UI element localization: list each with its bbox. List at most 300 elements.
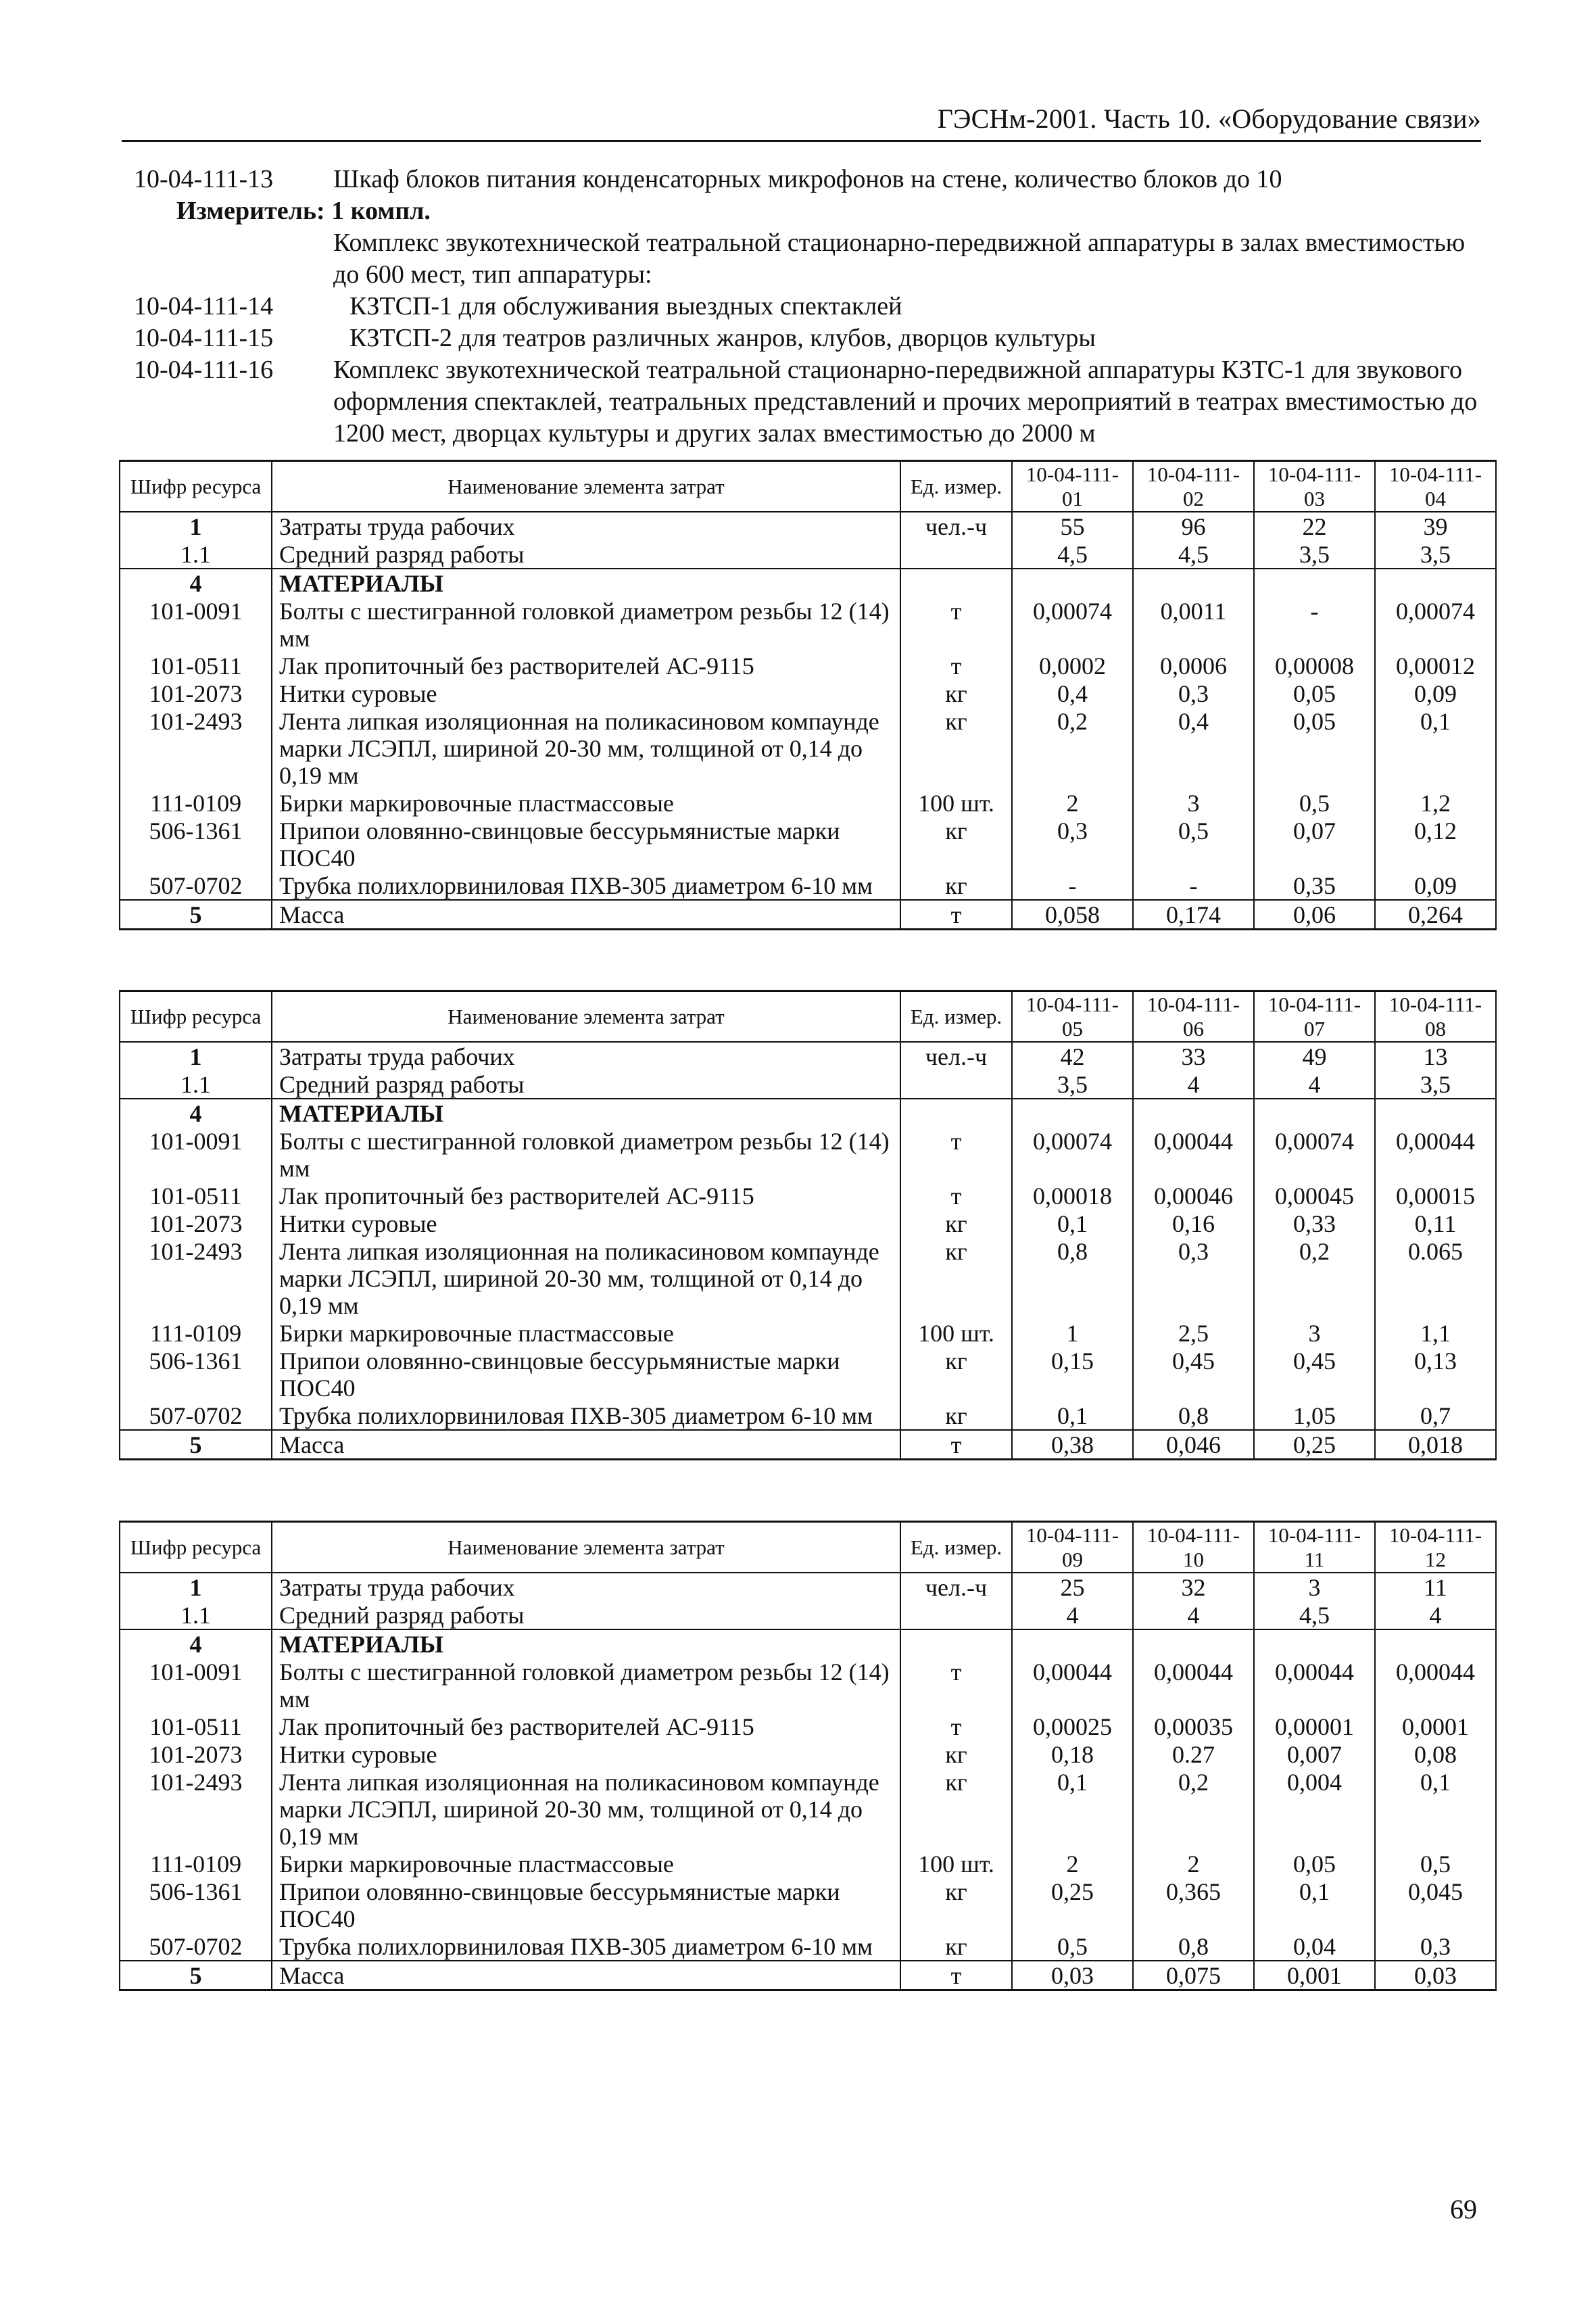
norm-value: 0,38 xyxy=(1012,1430,1133,1460)
resource-name: Лента липкая изоляционная на поликасиновом компаунде марки ЛСЭПЛ, шириной 20-30 мм, толщиной от 0,14 до 0,19 мм xyxy=(272,1237,900,1319)
norm-value: 0,25 xyxy=(1254,1430,1375,1460)
norm-table-1 xyxy=(119,460,1497,930)
norm-value: 0,1 xyxy=(1375,1768,1496,1850)
norm-value: 0,12 xyxy=(1375,817,1496,872)
resource-name: Масса xyxy=(272,1961,900,1990)
unit-of-measure: кг xyxy=(900,1402,1012,1430)
norm-value: 0,00044 xyxy=(1375,1658,1496,1713)
resource-code: 1 xyxy=(120,1573,272,1601)
norm-description: Шкаф блоков питания конденсаторных микрофонов на стене, количество блоков до 10 xyxy=(333,165,1282,193)
norm-value: 0,09 xyxy=(1375,679,1496,707)
column-header-name: Наименование элемента затрат xyxy=(272,1522,900,1573)
norm-value: 0,00074 xyxy=(1254,1127,1375,1182)
column-header-code: Шифр ресурса xyxy=(120,461,272,512)
resource-name: Припои оловянно-свинцовые бессурьмянистые марки ПОС40 xyxy=(272,1878,900,1932)
resource-name: Затраты труда рабочих xyxy=(272,1042,900,1070)
norm-value: 0,0011 xyxy=(1133,597,1254,652)
unit-of-measure: кг xyxy=(900,1932,1012,1961)
norm-value: 0,7 xyxy=(1375,1402,1496,1430)
norm-description: КЗТСП-2 для театров различных жанров, клубов, дворцов культуры xyxy=(349,324,1096,352)
resource-code: 1.1 xyxy=(120,1070,272,1099)
norm-value: 55 xyxy=(1012,512,1133,540)
norm-value: 0,04 xyxy=(1254,1932,1375,1961)
resource-name: Средний разряд работы xyxy=(272,1601,900,1629)
unit-of-measure: т xyxy=(900,1127,1012,1182)
norm-value: 0,3 xyxy=(1012,817,1133,872)
norm-value: 4 xyxy=(1012,1601,1133,1629)
column-header-name: Наименование элемента затрат xyxy=(272,991,900,1043)
norm-value: 49 xyxy=(1254,1042,1375,1070)
norm-value: 0,3 xyxy=(1133,1237,1254,1319)
resource-code: 507-0702 xyxy=(120,1932,272,1961)
table-row xyxy=(120,789,1496,817)
norm-value: 0,00008 xyxy=(1254,652,1375,679)
resource-name: Средний разряд работы xyxy=(272,1070,900,1099)
resource-code: 506-1361 xyxy=(120,817,272,872)
unit-of-measure: кг xyxy=(900,1878,1012,1932)
resource-code: 1 xyxy=(120,512,272,540)
norm-value: 0,5 xyxy=(1012,1932,1133,1961)
intro-block xyxy=(134,164,1479,450)
norm-value: 0,00015 xyxy=(1375,1182,1496,1210)
resource-name: Лента липкая изоляционная на поликасиновом компаунде марки ЛСЭПЛ, шириной 20-30 мм, толщиной от 0,14 до 0,19 мм xyxy=(272,1768,900,1850)
unit-of-measure: т xyxy=(900,652,1012,679)
table-row xyxy=(120,1850,1496,1878)
resource-code: 5 xyxy=(120,1430,272,1460)
intro-row-16 xyxy=(134,354,1479,450)
unit-of-measure xyxy=(900,1601,1012,1629)
norm-value: 0.27 xyxy=(1133,1740,1254,1768)
table-row xyxy=(120,1402,1496,1430)
resource-name: Болты с шестигранной головкой диаметром резьбы 12 (14) мм xyxy=(272,597,900,652)
resource-code: 1 xyxy=(120,1042,272,1070)
norm-value: 3 xyxy=(1133,789,1254,817)
running-header: ГЭСНм-2001. Часть 10. «Оборудование связи» xyxy=(937,103,1481,134)
norm-value: 0,058 xyxy=(1012,900,1133,930)
resource-code: 101-0091 xyxy=(120,1127,272,1182)
norm-value: 2 xyxy=(1012,789,1133,817)
norm-value: 0,8 xyxy=(1133,1402,1254,1430)
norm-value: 0,15 xyxy=(1012,1347,1133,1402)
table-row xyxy=(120,1932,1496,1961)
resource-code: 4 xyxy=(120,1629,272,1658)
unit-of-measure: т xyxy=(900,1658,1012,1713)
table-row xyxy=(120,1319,1496,1347)
column-header-norm: 10-04-111-04 xyxy=(1375,461,1496,512)
norm-value: 0,4 xyxy=(1133,707,1254,789)
norm-value: 0,018 xyxy=(1375,1430,1496,1460)
norm-value: 2 xyxy=(1133,1850,1254,1878)
resource-code: 101-0091 xyxy=(120,597,272,652)
norm-value: 0,05 xyxy=(1254,707,1375,789)
norm-value: 0,2 xyxy=(1012,707,1133,789)
table-row xyxy=(120,1601,1496,1629)
norm-value xyxy=(1254,569,1375,597)
norm-value xyxy=(1375,1099,1496,1127)
norm-value: 3,5 xyxy=(1254,540,1375,569)
column-header-norm: 10-04-111-09 xyxy=(1012,1522,1133,1573)
norm-value: 1,1 xyxy=(1375,1319,1496,1347)
resource-name: МАТЕРИАЛЫ xyxy=(272,1099,900,1127)
resource-name: Масса xyxy=(272,1430,900,1460)
norm-value xyxy=(1254,1629,1375,1658)
resource-code: 101-2073 xyxy=(120,1210,272,1237)
norm-value: 25 xyxy=(1012,1573,1133,1601)
norm-value: 0,00018 xyxy=(1012,1182,1133,1210)
norm-value: 0,5 xyxy=(1133,817,1254,872)
norm-value: 32 xyxy=(1133,1573,1254,1601)
table-row xyxy=(120,1099,1496,1127)
table-row xyxy=(120,872,1496,900)
norm-value: 1,2 xyxy=(1375,789,1496,817)
table-header-row xyxy=(120,991,1496,1043)
norm-value: 0,11 xyxy=(1375,1210,1496,1237)
norm-value xyxy=(1375,569,1496,597)
resource-name: Нитки суровые xyxy=(272,679,900,707)
resource-code: 1.1 xyxy=(120,1601,272,1629)
norm-value: - xyxy=(1133,872,1254,900)
resource-name: Затраты труда рабочих xyxy=(272,1573,900,1601)
norm-value: 0,1 xyxy=(1012,1402,1133,1430)
resource-name: Болты с шестигранной головкой диаметром резьбы 12 (14) мм xyxy=(272,1127,900,1182)
resource-code: 101-2493 xyxy=(120,707,272,789)
unit-of-measure: кг xyxy=(900,1740,1012,1768)
unit-of-measure: т xyxy=(900,597,1012,652)
column-header-norm: 10-04-111-12 xyxy=(1375,1522,1496,1573)
unit-of-measure: кг xyxy=(900,1210,1012,1237)
norm-value: 39 xyxy=(1375,512,1496,540)
resource-name: Масса xyxy=(272,900,900,930)
norm-value: 2,5 xyxy=(1133,1319,1254,1347)
norm-code: 10-04-111-15 xyxy=(134,324,274,352)
unit-of-measure xyxy=(900,1070,1012,1099)
resource-code: 101-0511 xyxy=(120,1713,272,1740)
table-row xyxy=(120,1658,1496,1713)
column-header-unit: Ед. измер. xyxy=(900,1522,1012,1573)
norm-value: 1 xyxy=(1012,1319,1133,1347)
norm-value: 0,174 xyxy=(1133,900,1254,930)
norm-value xyxy=(1375,1629,1496,1658)
norm-value: 0,09 xyxy=(1375,872,1496,900)
resource-code: 111-0109 xyxy=(120,1850,272,1878)
resource-code: 507-0702 xyxy=(120,872,272,900)
norm-value xyxy=(1133,569,1254,597)
norm-value: 0,33 xyxy=(1254,1210,1375,1237)
norm-value: 0,046 xyxy=(1133,1430,1254,1460)
norm-value: 0,2 xyxy=(1133,1768,1254,1850)
norm-value: 0,075 xyxy=(1133,1961,1254,1990)
norm-value: - xyxy=(1012,872,1133,900)
resource-name: Бирки маркировочные пластмассовые xyxy=(272,789,900,817)
norm-value: 3,5 xyxy=(1375,540,1496,569)
table-row xyxy=(120,707,1496,789)
norm-value: 0,18 xyxy=(1012,1740,1133,1768)
table-row xyxy=(120,1042,1496,1070)
norm-value: 96 xyxy=(1133,512,1254,540)
meter-unit: Измеритель: 1 компл. xyxy=(176,197,431,225)
resource-code: 5 xyxy=(120,1961,272,1990)
column-header-unit: Ед. измер. xyxy=(900,461,1012,512)
norm-value: 3,5 xyxy=(1012,1070,1133,1099)
resource-name: МАТЕРИАЛЫ xyxy=(272,569,900,597)
norm-value xyxy=(1254,1099,1375,1127)
norm-value: 3 xyxy=(1254,1573,1375,1601)
table-row xyxy=(120,1629,1496,1658)
norm-value: 1,05 xyxy=(1254,1402,1375,1430)
norm-value: 0,00012 xyxy=(1375,652,1496,679)
resource-code: 4 xyxy=(120,569,272,597)
norm-code: 10-04-111-13 xyxy=(134,165,274,193)
norm-value: 0,00044 xyxy=(1375,1127,1496,1182)
resource-name: Средний разряд работы xyxy=(272,540,900,569)
norm-value: 0,00074 xyxy=(1012,597,1133,652)
table-row xyxy=(120,540,1496,569)
resource-name: Лак пропиточный без растворителей АС-9115 xyxy=(272,652,900,679)
resource-name: Трубка полихлорвиниловая ПХВ-305 диаметром 6-10 мм xyxy=(272,1402,900,1430)
resource-code: 111-0109 xyxy=(120,789,272,817)
unit-of-measure: кг xyxy=(900,817,1012,872)
norm-value: 0,045 xyxy=(1375,1878,1496,1932)
table-row xyxy=(120,569,1496,597)
column-header-norm: 10-04-111-05 xyxy=(1012,991,1133,1043)
norm-value: 4,5 xyxy=(1133,540,1254,569)
unit-of-measure xyxy=(900,540,1012,569)
mass-row xyxy=(120,1961,1496,1990)
column-header-name: Наименование элемента затрат xyxy=(272,461,900,512)
unit-of-measure: кг xyxy=(900,872,1012,900)
unit-of-measure: т xyxy=(900,900,1012,930)
norm-value: 0,1 xyxy=(1012,1768,1133,1850)
table-row xyxy=(120,597,1496,652)
norm-code: 10-04-111-14 xyxy=(134,292,274,320)
resource-name: Болты с шестигранной головкой диаметром резьбы 12 (14) мм xyxy=(272,1658,900,1713)
norm-value: 0,45 xyxy=(1254,1347,1375,1402)
norm-value: 0,264 xyxy=(1375,900,1496,930)
norm-value: 0,00044 xyxy=(1133,1127,1254,1182)
unit-of-measure xyxy=(900,1099,1012,1127)
unit-of-measure xyxy=(900,1629,1012,1658)
norm-value: 0,004 xyxy=(1254,1768,1375,1850)
table-row xyxy=(120,1237,1496,1319)
norm-value: 0,35 xyxy=(1254,872,1375,900)
column-header-norm: 10-04-111-10 xyxy=(1133,1522,1254,1573)
header-rule xyxy=(122,140,1481,142)
norm-value: 0,00045 xyxy=(1254,1182,1375,1210)
unit-of-measure: т xyxy=(900,1182,1012,1210)
norm-value: 22 xyxy=(1254,512,1375,540)
resource-name: Припои оловянно-свинцовые бессурьмянистые марки ПОС40 xyxy=(272,1347,900,1402)
intro-row-13 xyxy=(134,164,1479,195)
resource-code: 101-2073 xyxy=(120,679,272,707)
norm-value: 0,00046 xyxy=(1133,1182,1254,1210)
table-row xyxy=(120,1713,1496,1740)
resource-code: 101-2493 xyxy=(120,1768,272,1850)
norm-value: 3 xyxy=(1254,1319,1375,1347)
unit-of-measure: т xyxy=(900,1430,1012,1460)
resource-name: Бирки маркировочные пластмассовые xyxy=(272,1319,900,1347)
resource-code: 507-0702 xyxy=(120,1402,272,1430)
norm-table-3 xyxy=(119,1521,1497,1991)
unit-of-measure: кг xyxy=(900,1237,1012,1319)
resource-name: Затраты труда рабочих xyxy=(272,512,900,540)
table-row xyxy=(120,1127,1496,1182)
norm-value: 0,13 xyxy=(1375,1347,1496,1402)
unit-of-measure: 100 шт. xyxy=(900,1850,1012,1878)
column-header-norm: 10-04-111-07 xyxy=(1254,991,1375,1043)
norm-value xyxy=(1133,1629,1254,1658)
norm-value: 0,007 xyxy=(1254,1740,1375,1768)
norm-value: 0,001 xyxy=(1254,1961,1375,1990)
norm-value: 0,45 xyxy=(1133,1347,1254,1402)
column-header-norm: 10-04-111-11 xyxy=(1254,1522,1375,1573)
unit-of-measure: чел.-ч xyxy=(900,1042,1012,1070)
column-header-norm: 10-04-111-02 xyxy=(1133,461,1254,512)
norm-value: 0,4 xyxy=(1012,679,1133,707)
resource-code: 506-1361 xyxy=(120,1347,272,1402)
norm-value: 0,00044 xyxy=(1133,1658,1254,1713)
column-header-norm: 10-04-111-08 xyxy=(1375,991,1496,1043)
table-row xyxy=(120,1210,1496,1237)
table-row xyxy=(120,1768,1496,1850)
norm-value: - xyxy=(1254,597,1375,652)
norm-value: 0,00074 xyxy=(1375,597,1496,652)
resource-name: Трубка полихлорвиниловая ПХВ-305 диаметром 6-10 мм xyxy=(272,1932,900,1961)
column-header-norm: 10-04-111-06 xyxy=(1133,991,1254,1043)
unit-of-measure: 100 шт. xyxy=(900,789,1012,817)
resource-code: 101-0511 xyxy=(120,652,272,679)
resource-code: 506-1361 xyxy=(120,1878,272,1932)
unit-of-measure: кг xyxy=(900,707,1012,789)
norm-value: 0,03 xyxy=(1012,1961,1133,1990)
intro-row-15 xyxy=(134,323,1479,354)
norm-value xyxy=(1012,1099,1133,1127)
mass-row xyxy=(120,1430,1496,1460)
resource-name: МАТЕРИАЛЫ xyxy=(272,1629,900,1658)
resource-code: 101-0091 xyxy=(120,1658,272,1713)
resource-code: 101-0511 xyxy=(120,1182,272,1210)
norm-value: 0,0002 xyxy=(1012,652,1133,679)
norm-value: 0,2 xyxy=(1254,1237,1375,1319)
resource-name: Трубка полихлорвиниловая ПХВ-305 диаметром 6-10 мм xyxy=(272,872,900,900)
norm-value: 0,5 xyxy=(1254,789,1375,817)
norm-value: 0,3 xyxy=(1375,1932,1496,1961)
norm-value: 0,365 xyxy=(1133,1878,1254,1932)
resource-name: Лак пропиточный без растворителей АС-9115 xyxy=(272,1713,900,1740)
norm-value: 0,8 xyxy=(1133,1932,1254,1961)
table-row xyxy=(120,1347,1496,1402)
norm-value: 3,5 xyxy=(1375,1070,1496,1099)
norm-value: 4 xyxy=(1254,1070,1375,1099)
norm-value: 33 xyxy=(1133,1042,1254,1070)
unit-of-measure: чел.-ч xyxy=(900,1573,1012,1601)
norm-value: 0,0006 xyxy=(1133,652,1254,679)
resource-name: Бирки маркировочные пластмассовые xyxy=(272,1850,900,1878)
unit-of-measure: кг xyxy=(900,1347,1012,1402)
norm-value: 0,16 xyxy=(1133,1210,1254,1237)
norm-value: 0,00074 xyxy=(1012,1127,1133,1182)
table-row xyxy=(120,1573,1496,1601)
norm-value xyxy=(1012,569,1133,597)
table-row xyxy=(120,1878,1496,1932)
table-row xyxy=(120,679,1496,707)
table-row xyxy=(120,1070,1496,1099)
resource-name: Нитки суровые xyxy=(272,1740,900,1768)
table-row xyxy=(120,817,1496,872)
column-header-norm: 10-04-111-01 xyxy=(1012,461,1133,512)
norm-value: 11 xyxy=(1375,1573,1496,1601)
resource-name: Припои оловянно-свинцовые бессурьмянистые марки ПОС40 xyxy=(272,817,900,872)
norm-value: 0,07 xyxy=(1254,817,1375,872)
resource-code: 1.1 xyxy=(120,540,272,569)
unit-of-measure xyxy=(900,569,1012,597)
norm-value: 42 xyxy=(1012,1042,1133,1070)
unit-of-measure: чел.-ч xyxy=(900,512,1012,540)
table-row xyxy=(120,512,1496,540)
norm-value: 0,0001 xyxy=(1375,1713,1496,1740)
unit-of-measure: кг xyxy=(900,679,1012,707)
norm-value: 2 xyxy=(1012,1850,1133,1878)
complex-description: Комплекс звукотехнической театральной стационарно-передвижной аппаратуры в залах вместимостью до 600 мест, тип аппаратуры: xyxy=(333,229,1466,289)
norm-value: 4 xyxy=(1133,1601,1254,1629)
unit-of-measure: т xyxy=(900,1961,1012,1990)
column-header-norm: 10-04-111-03 xyxy=(1254,461,1375,512)
norm-code: 10-04-111-16 xyxy=(134,356,274,384)
norm-value: 0,8 xyxy=(1012,1237,1133,1319)
resource-code: 5 xyxy=(120,900,272,930)
resource-code: 101-2493 xyxy=(120,1237,272,1319)
resource-name: Нитки суровые xyxy=(272,1210,900,1237)
norm-value: 0.065 xyxy=(1375,1237,1496,1319)
norm-value: 0,00044 xyxy=(1254,1658,1375,1713)
norm-value: 0,03 xyxy=(1375,1961,1496,1990)
table-row xyxy=(120,1182,1496,1210)
resource-code: 111-0109 xyxy=(120,1319,272,1347)
norm-value: 0,1 xyxy=(1375,707,1496,789)
table-row xyxy=(120,1740,1496,1768)
table-header-row xyxy=(120,1522,1496,1573)
mass-row xyxy=(120,900,1496,930)
norm-value: 0,3 xyxy=(1133,679,1254,707)
norm-value xyxy=(1133,1099,1254,1127)
table-row xyxy=(120,652,1496,679)
norm-value: 0,00035 xyxy=(1133,1713,1254,1740)
norm-value: 0,00044 xyxy=(1012,1658,1133,1713)
norm-value: 4 xyxy=(1375,1601,1496,1629)
norm-table-2 xyxy=(119,990,1497,1460)
norm-value: 0,06 xyxy=(1254,900,1375,930)
norm-value: 4,5 xyxy=(1012,540,1133,569)
norm-description: КЗТСП-1 для обслуживания выездных спектаклей xyxy=(349,292,902,320)
norm-value: 0,5 xyxy=(1375,1850,1496,1878)
resource-code: 101-2073 xyxy=(120,1740,272,1768)
column-header-code: Шифр ресурса xyxy=(120,1522,272,1573)
norm-description: Комплекс звукотехнической театральной стационарно-передвижной аппаратуры КЗТС-1 для звукового оформления спектаклей, театральных представлений и прочих мероприятий в театрах вместимостью до 1200 мест, дворцах культуры и других залах вместимостью до 2000 м xyxy=(333,356,1478,448)
norm-value: 0,00025 xyxy=(1012,1713,1133,1740)
norm-value: 0,25 xyxy=(1012,1878,1133,1932)
norm-value: 0,08 xyxy=(1375,1740,1496,1768)
norm-value: 0,1 xyxy=(1254,1878,1375,1932)
unit-of-measure: т xyxy=(900,1713,1012,1740)
norm-value: 0,05 xyxy=(1254,679,1375,707)
norm-value: 13 xyxy=(1375,1042,1496,1070)
norm-value: 4 xyxy=(1133,1070,1254,1099)
norm-value: 0,05 xyxy=(1254,1850,1375,1878)
norm-value xyxy=(1012,1629,1133,1658)
unit-of-measure: 100 шт. xyxy=(900,1319,1012,1347)
resource-name: Лак пропиточный без растворителей АС-9115 xyxy=(272,1182,900,1210)
norm-value: 4,5 xyxy=(1254,1601,1375,1629)
resource-name: Лента липкая изоляционная на поликасиновом компаунде марки ЛСЭПЛ, шириной 20-30 мм, толщиной от 0,14 до 0,19 мм xyxy=(272,707,900,789)
